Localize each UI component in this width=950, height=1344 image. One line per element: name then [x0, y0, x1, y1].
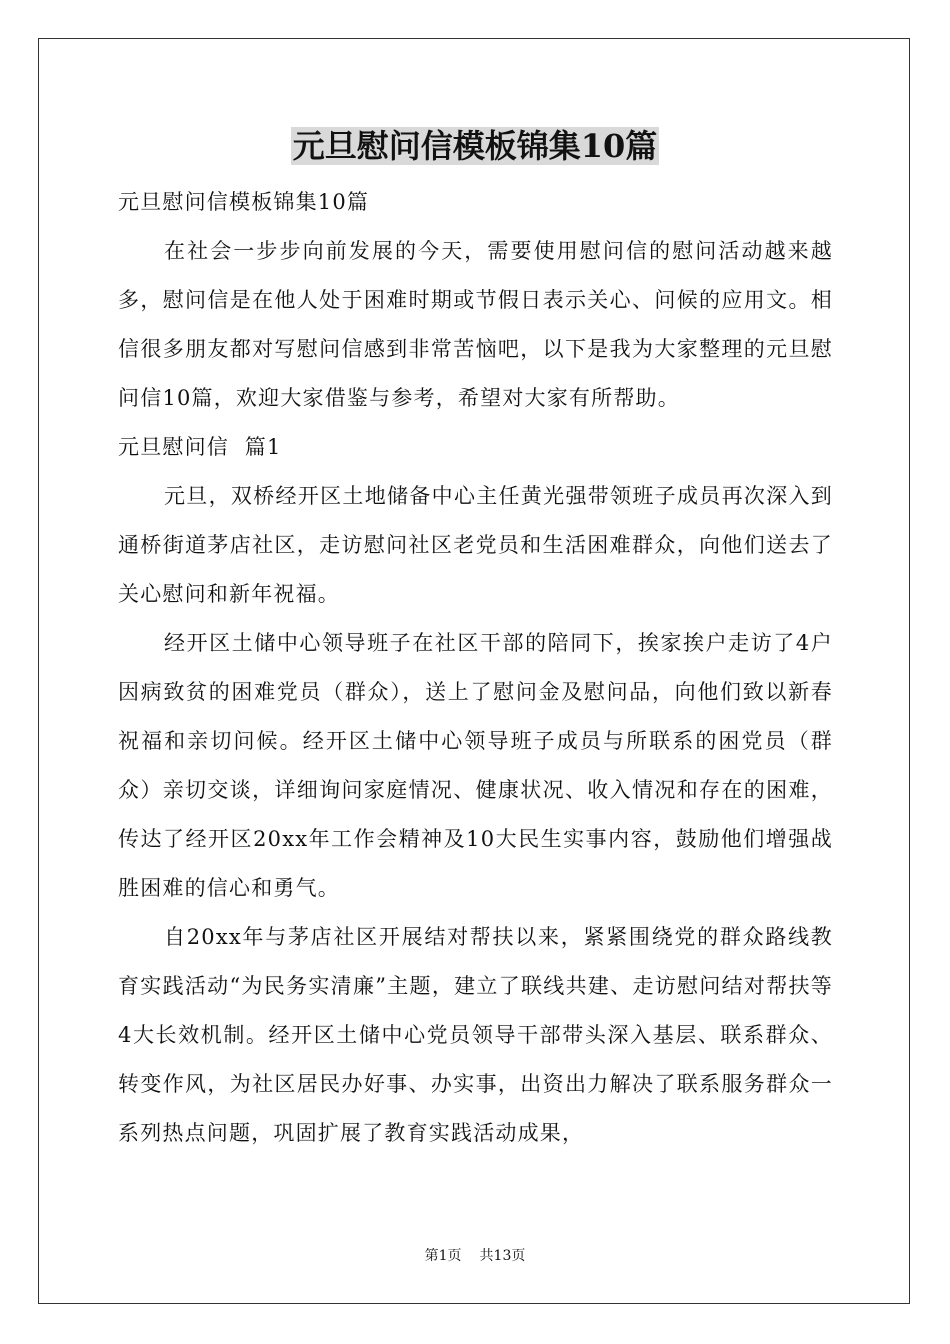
- section-paragraph-2: 经开区土储中心领导班子在社区干部的陪同下，挨家挨户走访了4户因病致贫的困难党员（群众），送上了慰问金及慰问品，向他们致以新春祝福和亲切问候。经开区土储中心领导班子成员与所联系的困党员（群众）亲切交谈，详细询问家庭情况、健康状况、收入情况和存在的困难，传达了经开区20xx年工作会精神及10大民生实事内容，鼓励他们增强战胜困难的信心和勇气。: [118, 631, 833, 900]
- document-body: [118, 178, 833, 1158]
- document-subtitle: 元旦慰问信模板锦集10篇: [118, 190, 370, 214]
- page-number-total: 共13页: [479, 1248, 526, 1264]
- intro-paragraph: 在社会一步步向前发展的今天，需要使用慰问信的慰问活动越来越多，慰问信是在他人处于困难时期或节假日表示关心、问候的应用文。相信很多朋友都对写慰问信感到非常苦恼吧，以下是我为大家整理的元旦慰问信10篇，欢迎大家借鉴与参考，希望对大家有所帮助。: [118, 239, 833, 410]
- page-footer: [0, 1247, 950, 1265]
- document-title-text: 元旦慰问信模板锦集10篇: [292, 127, 658, 165]
- page-number-current: 第1页: [424, 1248, 462, 1264]
- section-paragraph-3: 自20xx年与茅店社区开展结对帮扶以来，紧紧围绕党的群众路线教育实践活动“为民务实清廉”主题，建立了联线共建、走访慰问结对帮扶等4大长效机制。经开区土储中心党员领导干部带头深入基层、联系群众、转变作风，为社区居民办好事、办实事，出资出力解决了联系服务群众一系列热点问题，巩固扩展了教育实践活动成果，: [118, 925, 833, 1145]
- document-title: [0, 124, 950, 168]
- section-paragraph-1: 元旦，双桥经开区土地储备中心主任黄光强带领班子成员再次深入到通桥街道茅店社区，走访慰问社区老党员和生活困难群众，向他们送去了关心慰问和新年祝福。: [118, 484, 833, 606]
- section-heading: 元旦慰问信 篇1: [118, 435, 282, 459]
